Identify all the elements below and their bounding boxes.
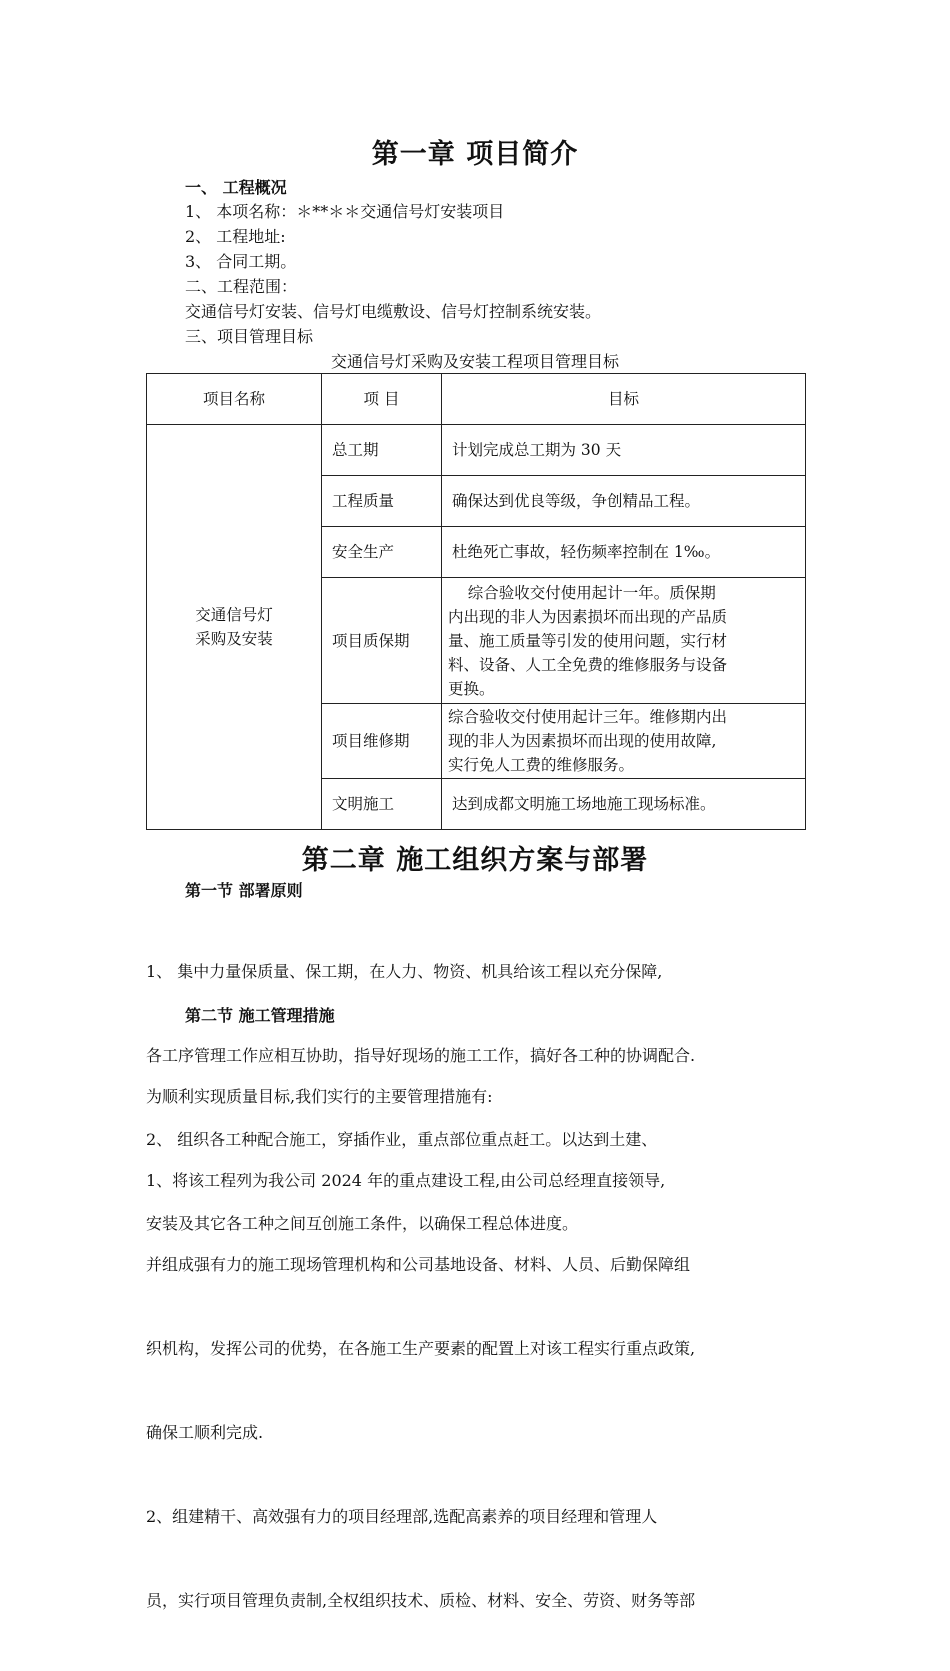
project-name-cell	[147, 425, 322, 830]
table-header-row	[147, 374, 806, 425]
project-name-line1: 交通信号灯	[195, 606, 273, 624]
goal-cell: 计划完成总工期为 30 天	[442, 425, 806, 476]
item-cell: 总工期	[322, 425, 442, 476]
goal-line: 综合验收交付使用起计一年。质保期	[448, 583, 716, 602]
paragraph-line: 1、 集中力量保质量、保工期，在人力、物资、机具给该工程以充分保障,	[146, 962, 663, 981]
goal-line: 量、施工质量等引发的使用问题，实行材	[448, 631, 728, 650]
paragraph-line: 员，实行项目管理负责制,全权组织技术、质检、材料、安全、劳资、财务等部	[146, 1591, 696, 1610]
paragraph-line: 安装及其它各工种之间互创施工条件，以确保工程总体进度。	[146, 1214, 579, 1233]
item-cell: 安全生产	[322, 527, 442, 578]
paragraph-line: 2、组建精干、高效强有力的项目经理部,选配高素养的项目经理和管理人	[146, 1507, 658, 1526]
section2-heading: 二、工程范围：	[185, 277, 298, 296]
item-cell: 项目维修期	[322, 704, 442, 779]
header-item: 项 目	[322, 374, 442, 425]
section1-heading: 一、 工程概况	[185, 178, 287, 197]
item-cell: 项目质保期	[322, 578, 442, 704]
management-measures	[146, 1027, 806, 1671]
header-project-name: 项目名称	[147, 374, 322, 425]
project-name-line2: 采购及安装	[195, 630, 273, 648]
goal-cell: 确保达到优良等级，争创精品工程。	[442, 476, 806, 527]
paragraph-line: 确保工顺利完成.	[146, 1423, 264, 1442]
chapter1-title: 第一章 项目简介	[371, 139, 579, 170]
project-name-line: 1、 本项名称：＊**＊＊交通信号灯安装项目	[185, 202, 505, 221]
goal-line: 内出现的非人为因素损坏而出现的产品质	[448, 607, 728, 626]
management-goals-table	[146, 373, 806, 830]
paragraph-line: 各工序管理工作应相互协助，指导好现场的施工工作，搞好各工种的协调配合.	[146, 1046, 696, 1065]
section2-title: 第二节 施工管理措施	[185, 1006, 335, 1025]
project-address-line: 2、 工程地址:	[185, 227, 286, 246]
item-cell: 文明施工	[322, 779, 442, 830]
scope-text: 交通信号灯安装、信号灯电缆敷设、信号灯控制系统安装。	[185, 302, 602, 321]
table-row	[147, 425, 806, 476]
paragraph-line: 1、将该工程列为我公司 2024 年的重点建设工程,由公司总经理直接领导,	[146, 1171, 666, 1190]
header-goal: 目标	[442, 374, 806, 425]
goal-line: 更换。	[448, 679, 495, 698]
goal-line: 料、设备、人工全免费的维修服务与设备	[448, 655, 728, 674]
goal-cell: 达到成都文明施工场地施工现场标准。	[442, 779, 806, 830]
paragraph-line: 并组成强有力的施工现场管理机构和公司基地设备、材料、人员、后勤保障组	[146, 1255, 691, 1274]
section1-title: 第一节 部署原则	[185, 881, 303, 900]
goal-line: 综合验收交付使用起计三年。维修期内出	[448, 708, 728, 726]
chapter2-title: 第二章 施工组织方案与部署	[301, 845, 649, 876]
contract-period-line: 3、 合同工期。	[185, 252, 297, 271]
goal-line: 现的非人为因素损坏而出现的使用故障,	[448, 732, 717, 750]
paragraph-line: 2、 组织各工种配合施工，穿插作业，重点部位重点赶工。以达到土建、	[146, 1130, 658, 1149]
goal-line: 实行免人工费的维修服务。	[448, 756, 635, 774]
goal-cell: 杜绝死亡事故，轻伤频率控制在 1‰。	[442, 527, 806, 578]
item-cell: 工程质量	[322, 476, 442, 527]
goal-cell	[442, 578, 806, 704]
goal-cell	[442, 704, 806, 779]
paragraph-line: 为顺利实现质量目标,我们实行的主要管理措施有:	[146, 1087, 493, 1106]
paragraph-line: 织机构，发挥公司的优势，在各施工生产要素的配置上对该工程实行重点政策,	[146, 1339, 696, 1358]
section3-heading: 三、项目管理目标	[185, 327, 314, 346]
table-caption: 交通信号灯采购及安装工程项目管理目标	[330, 352, 619, 371]
